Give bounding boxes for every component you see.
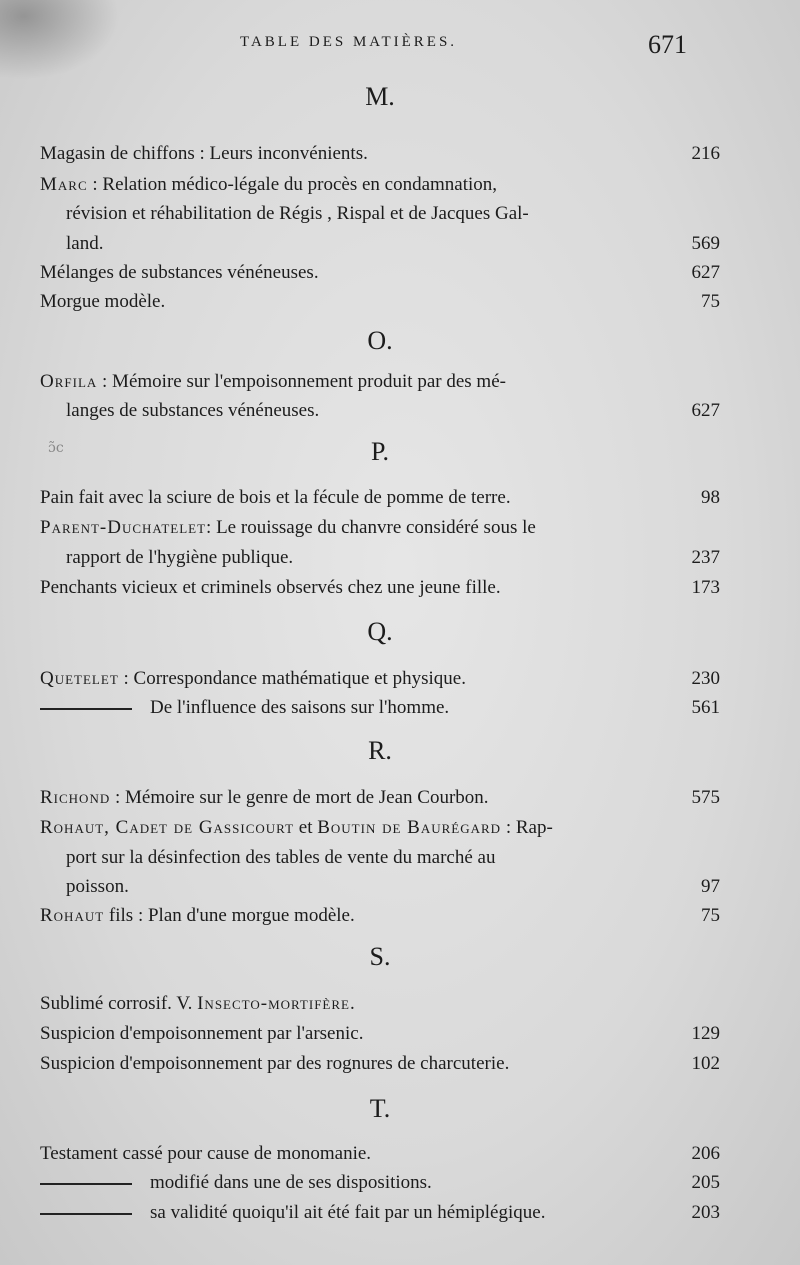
index-entry: Sublimé corrosif. V. Insecto-mortifère. (40, 993, 356, 1014)
index-entry-continuation: land. 569 (66, 230, 720, 258)
section-letter-r: R. (368, 736, 392, 765)
bleed-through-mark: ɔ̃c (48, 440, 64, 456)
ditto-dash (40, 708, 132, 710)
entry-page: 627 (691, 400, 720, 421)
index-entry: Quetelet : Correspondance mathématique et physique. 230 (40, 665, 720, 693)
entry-page: 75 (701, 291, 720, 312)
index-entry: Richond : Mémoire sur le genre de mort de Jean Courbon. 575 (40, 784, 720, 812)
index-entry: Magasin de chiffons : Leurs inconvénients. 216 (40, 140, 720, 168)
index-entry: Marc : Relation médico-légale du procès en condamnation, (40, 174, 498, 195)
index-entry: Orfila : Mémoire sur l'empoisonnement produit par des mé- (40, 371, 506, 392)
author-name: Richond (40, 787, 111, 808)
author-name: Orfila (40, 371, 98, 392)
index-entry: Penchants vicieux et criminels observés chez une jeune fille. 173 (40, 574, 720, 602)
ditto-dash (40, 1213, 132, 1215)
ditto-dash (40, 1183, 132, 1185)
index-entry: Suspicion d'empoisonnement par des rognures de charcuterie. 102 (40, 1050, 720, 1078)
entry-page: 75 (701, 905, 720, 926)
entry-page: 205 (691, 1172, 720, 1193)
index-entry: Suspicion d'empoisonnement par l'arsenic. 129 (40, 1020, 720, 1048)
index-entry-continuation: poisson. 97 (66, 873, 720, 901)
index-entry-continuation: rapport de l'hygiène publique. 237 (66, 544, 720, 572)
section-letter-m: M. (365, 82, 395, 111)
author-name: Rohaut (40, 905, 105, 926)
entry-page: 561 (691, 697, 720, 718)
author-name: Parent-Duchatelet (40, 517, 207, 538)
index-entry-continuation: révision et réhabilitation de Régis , Rispal et de Jacques Gal- (66, 203, 529, 224)
entry-page: 216 (691, 143, 720, 164)
page-number: 671 (648, 30, 687, 59)
entry-page: 237 (691, 547, 720, 568)
index-entry: Parent-Duchatelet: Le rouissage du chanvre considéré sous le (40, 517, 536, 538)
entry-page: 627 (691, 262, 720, 283)
section-letter-s: S. (369, 942, 391, 971)
section-letter-t: T. (369, 1094, 391, 1123)
entry-page: 230 (691, 668, 720, 689)
index-entry: De l'influence des saisons sur l'homme. 561 (40, 694, 720, 722)
running-head-title: TABLE DES MATIÈRES. (240, 34, 458, 50)
index-entry: Rohaut fils : Plan d'une morgue modèle. 75 (40, 902, 720, 930)
index-entry: Morgue modèle. 75 (40, 288, 720, 316)
entry-page: 98 (701, 487, 720, 508)
entry-page: 129 (691, 1023, 720, 1044)
section-letter-p: P. (370, 437, 390, 466)
author-name: Rohaut, Cadet de Gassicourt (40, 817, 295, 838)
entry-page: 102 (691, 1053, 720, 1074)
entry-page: 97 (701, 876, 720, 897)
cross-reference: Insecto-mortifère. (197, 993, 356, 1014)
index-entry: modifié dans une de ses dispositions. 205 (40, 1169, 720, 1197)
index-entry-continuation: port sur la désinfection des tables de vente du marché au (66, 847, 496, 868)
entry-page: 569 (691, 233, 720, 254)
index-entry: Mélanges de substances vénéneuses. 627 (40, 259, 720, 287)
section-letter-o: O. (367, 326, 393, 355)
entry-page: 206 (691, 1143, 720, 1164)
index-entry: Rohaut, Cadet de Gassicourt et Boutin de Baurégard : Rap- (40, 817, 553, 838)
running-head (0, 30, 800, 64)
entry-page: 203 (691, 1202, 720, 1223)
index-entry: Pain fait avec la sciure de bois et la fécule de pomme de terre. 98 (40, 484, 720, 512)
entry-page: 575 (691, 787, 720, 808)
index-entry: Testament cassé pour cause de monomanie. 206 (40, 1140, 720, 1168)
author-name: Boutin de Baurégard (317, 817, 502, 838)
index-entry-continuation: langes de substances vénéneuses. 627 (66, 397, 720, 425)
entry-page: 173 (691, 577, 720, 598)
author-name: Quetelet (40, 668, 119, 689)
index-entry: sa validité quoiqu'il ait été fait par un hémiplégique. 203 (40, 1199, 720, 1227)
author-name: Marc (40, 174, 88, 195)
section-letter-q: Q. (367, 617, 393, 646)
